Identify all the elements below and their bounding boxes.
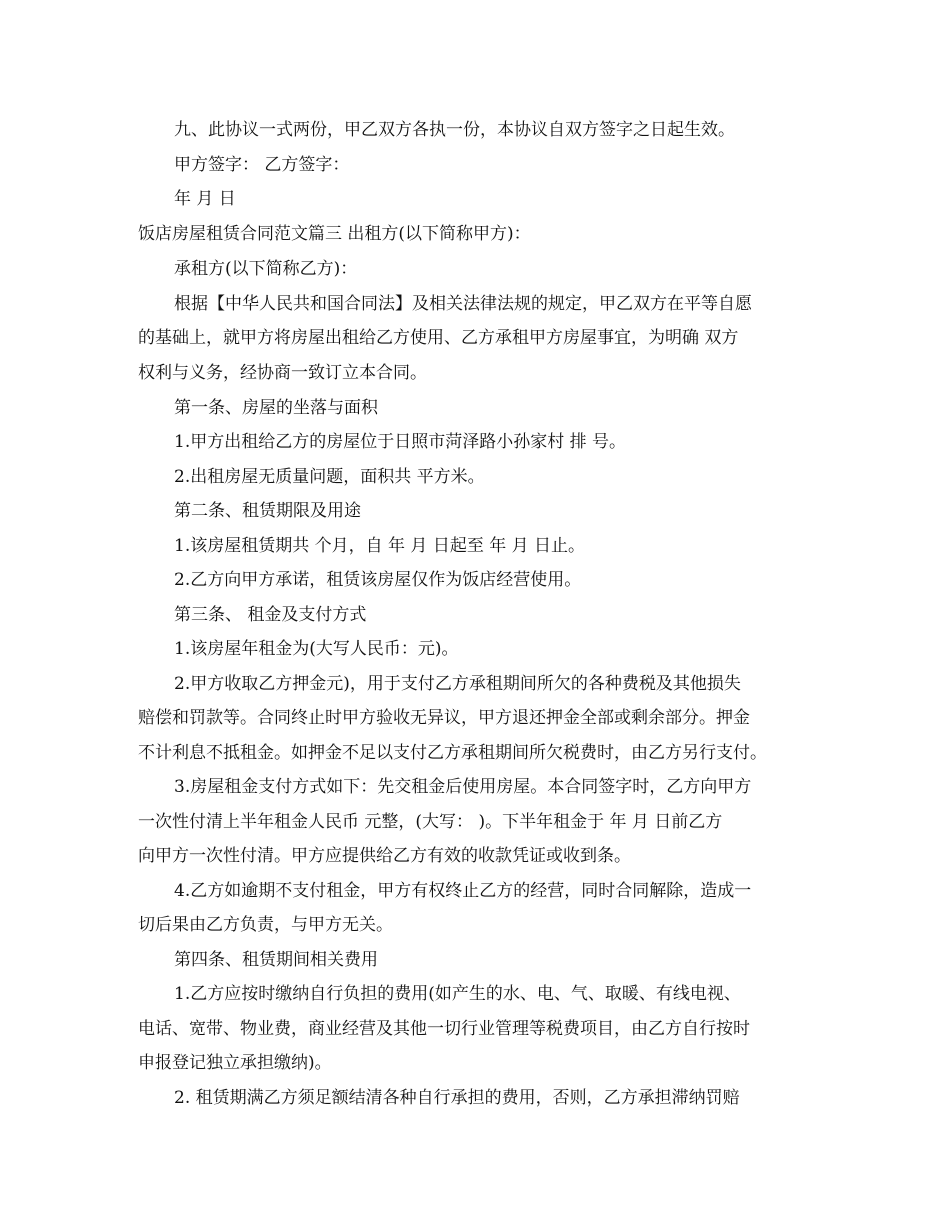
article-four-item-2-line-1: 2. 租赁期满乙方须足额结清各种自行承担的费用，否则，乙方承担滞纳罚赔	[174, 1088, 740, 1108]
date-line: 年 月 日	[174, 189, 236, 209]
article-one-item-1: 1.甲方出租给乙方的房屋位于日照市菏泽路小孙家村 排 号。	[174, 432, 627, 452]
preamble-line-2: 的基础上，就甲方将房屋出租给乙方使用、乙方承租甲方房屋事宜，为明确 双方	[138, 328, 739, 348]
section-title-lessor: 饭店房屋租赁合同范文篇三 出租方(以下简称甲方)：	[138, 224, 531, 244]
article-two-heading: 第二条、租赁期限及用途	[174, 501, 361, 521]
article-two-item-2: 2.乙方向甲方承诺，租赁该房屋仅作为饭店经营使用。	[174, 570, 582, 590]
article-one-item-2: 2.出租房屋无质量问题，面积共 平方米。	[174, 467, 485, 487]
article-three-item-2-line-3: 不计利息不抵租金。如押金不足以支付乙方承租期间所欠税费时，由乙方另行支付。	[138, 743, 767, 763]
article-three-item-3-line-2: 一次性付清上半年租金人民币 元整，(大写： )。下半年租金于 年 月 日前乙方	[138, 812, 723, 832]
preamble-line-1: 根据【中华人民共和国合同法】及相关法律法规的规定，甲乙双方在平等自愿	[174, 294, 752, 314]
article-three-item-3-line-1: 3.房屋租金支付方式如下：先交租金后使用房屋。本合同签字时，乙方向甲方	[174, 777, 752, 797]
article-four-item-1-line-3: 申报登记独立承担缴纳)。	[138, 1053, 332, 1073]
article-four-item-1-line-1: 1.乙方应按时缴纳自行负担的费用(如产生的水、电、气、取暖、有线电视、	[174, 984, 741, 1004]
article-three-item-2-line-1: 2.甲方收取乙方押金元)，用于支付乙方承租期间所欠的各种费税及其他损失	[174, 674, 741, 694]
clause-nine: 九、此协议一式两份，甲乙双方各执一份，本协议自双方签字之日起生效。	[174, 120, 735, 140]
article-four-heading: 第四条、租赁期间相关费用	[174, 950, 378, 970]
article-three-heading: 第三条、 租金及支付方式	[174, 605, 367, 625]
article-four-item-1-line-2: 电话、宽带、物业费，商业经营及其他一切行业管理等税费项目，由乙方自行按时	[138, 1019, 750, 1039]
article-three-item-3-line-3: 向甲方一次性付清。甲方应提供给乙方有效的收款凭证或收到条。	[138, 846, 631, 866]
preamble-line-3: 权利与义务，经协商一致订立本合同。	[138, 363, 427, 383]
article-three-item-1: 1.该房屋年租金为(大写人民币：元)。	[174, 639, 459, 659]
article-two-item-1: 1.该房屋租赁期共 个月，自 年 月 日起至 年 月 日止。	[174, 536, 586, 556]
lessee-line: 承租方(以下简称乙方)：	[174, 259, 358, 279]
article-three-item-4-line-2: 切后果由乙方负责，与甲方无关。	[138, 915, 393, 935]
article-three-item-4-line-1: 4.乙方如逾期不支付租金，甲方有权终止乙方的经营，同时合同解除，造成一	[174, 881, 752, 901]
article-one-heading: 第一条、房屋的坐落与面积	[174, 398, 378, 418]
article-three-item-2-line-2: 赔偿和罚款等。合同终止时甲方验收无异议，甲方退还押金全部或剩余部分。押金	[138, 708, 750, 728]
signature-line: 甲方签字： 乙方签字：	[174, 155, 350, 175]
